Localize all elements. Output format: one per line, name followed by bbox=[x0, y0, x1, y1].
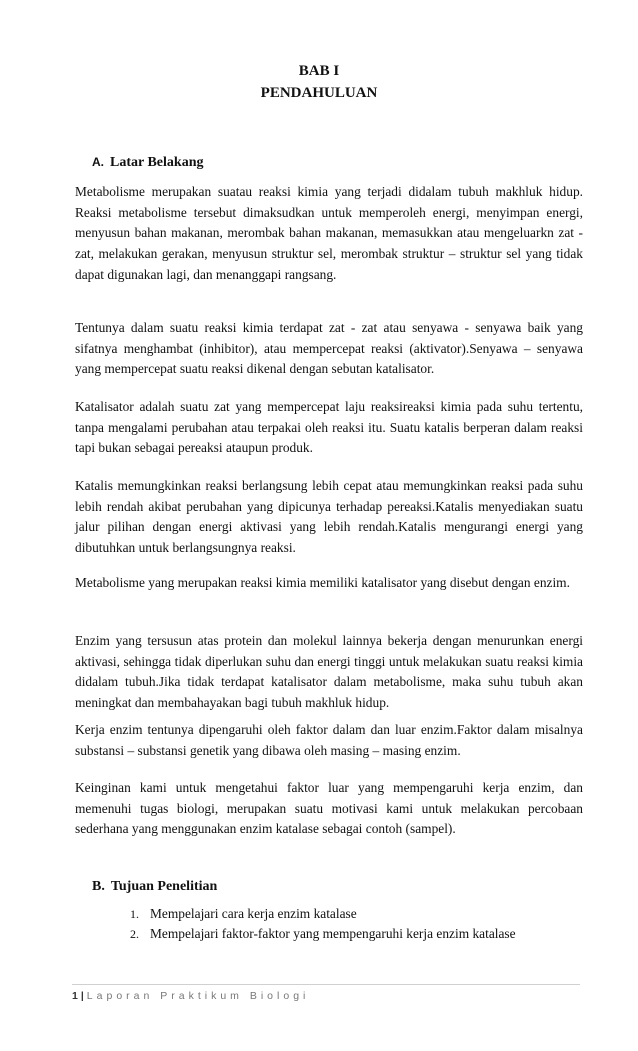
page-number: 1 bbox=[72, 990, 78, 1002]
section-a-heading bbox=[92, 152, 203, 173]
section-b-title: Tujuan Penelitian bbox=[110, 879, 218, 894]
chapter-title: PENDAHULUAN bbox=[260, 85, 378, 101]
paragraph-5: Metabolisme yang merupakan reaksi kimia memiliki katalisator yang disebut dengan enzim. bbox=[75, 575, 570, 590]
section-b-letter: B. bbox=[92, 879, 105, 894]
list-item-number: 1. bbox=[130, 907, 139, 921]
paragraph-2: Tentunya dalam suatu reaksi kimia terdapat zat - zat atau senyawa - senyawa baik yang sifatnya menghambat (inhibitor), atau mempercepat reaksi (aktivator).Senyawa – senyawa yang mempercepat suatu reaksi dikenal dengan sebutan katalisator. bbox=[75, 320, 583, 377]
list-item-text: Mempelajari faktor-faktor yang mempengaruhi kerja enzim katalase bbox=[150, 926, 516, 941]
objectives-list bbox=[130, 904, 516, 944]
paragraph-1: Metabolisme merupakan suatau reaksi kimia yang terjadi didalam tubuh makhluk hidup. Reaksi metabolisme tersebut dimaksudkan untuk memperoleh energi, menyimpan energi, menyusun bahan makanan, merombak bahan makanan, memasukkan atau mengeluarkn zat - zat, melakukan gerakan, menyusun struktur sel, merombak struktur – struktur sel yang tidak dapat digunakan lagi, dan menanggapi rangsang. bbox=[75, 184, 583, 282]
list-item bbox=[130, 904, 516, 924]
section-b-heading bbox=[92, 877, 217, 897]
footer-document-title: Laporan Praktikum Biologi bbox=[86, 990, 310, 1002]
paragraph-3: Katalisator adalah suatu zat yang mempercepat laju reaksireaksi kimia pada suhu tertentu, tanpa mengalami perubahan atau terpakai oleh reaksi itu. Suatu katalis berperan dalam reaksi tapi bukan sebagai pereaksi ataupun produk. bbox=[75, 399, 583, 456]
paragraph-7: Kerja enzim tentunya dipengaruhi oleh faktor dalam dan luar enzim.Faktor dalam misalnya substansi – substansi genetik yang dibawa oleh masing – masing enzim. bbox=[75, 722, 583, 758]
list-item-number: 2. bbox=[130, 927, 139, 941]
page-footer bbox=[72, 990, 309, 1002]
section-a-letter: A. bbox=[92, 155, 104, 169]
list-item-text: Mempelajari cara kerja enzim katalase bbox=[150, 906, 357, 921]
paragraph-8: Keinginan kami untuk mengetahui faktor luar yang mempengaruhi kerja enzim, dan memenuhi tugas biologi, merupakan suatu motivasi kami untuk melakukan percobaan sederhana yang menggunakan enzim katalase sebagai contoh (sampel). bbox=[75, 780, 583, 837]
list-item bbox=[130, 924, 516, 944]
footer-divider bbox=[72, 984, 580, 985]
paragraph-6: Enzim yang tersusun atas protein dan molekul lainnya bekerja dengan menurunkan energi aktivasi, sehingga tidak diperlukan suhu dan energi tinggi untuk melakukan suatu reaksi kimia didalam tubuh.Jika tidak terdapat katalisator dalam metabolisme, maka suhu tubuh akan meningkat dan membahayakan bagi tubuh makhluk hidup. bbox=[75, 633, 583, 711]
chapter-number: BAB I bbox=[298, 63, 340, 79]
paragraph-4: Katalis memungkinkan reaksi berlangsung lebih cepat atau memungkinkan reaksi pada suhu lebih rendah akibat perubahan yang dipicunya terhadap pereaksi.Katalis menyediakan suatu jalur pilihan dengan energi aktivasi yang lebih rendah.Katalis mengurangi energi yang dibutuhkan untuk berlangsungnya reaksi. bbox=[75, 478, 583, 556]
section-a-title: Latar Belakang bbox=[110, 155, 204, 170]
footer-separator: | bbox=[80, 990, 84, 1002]
